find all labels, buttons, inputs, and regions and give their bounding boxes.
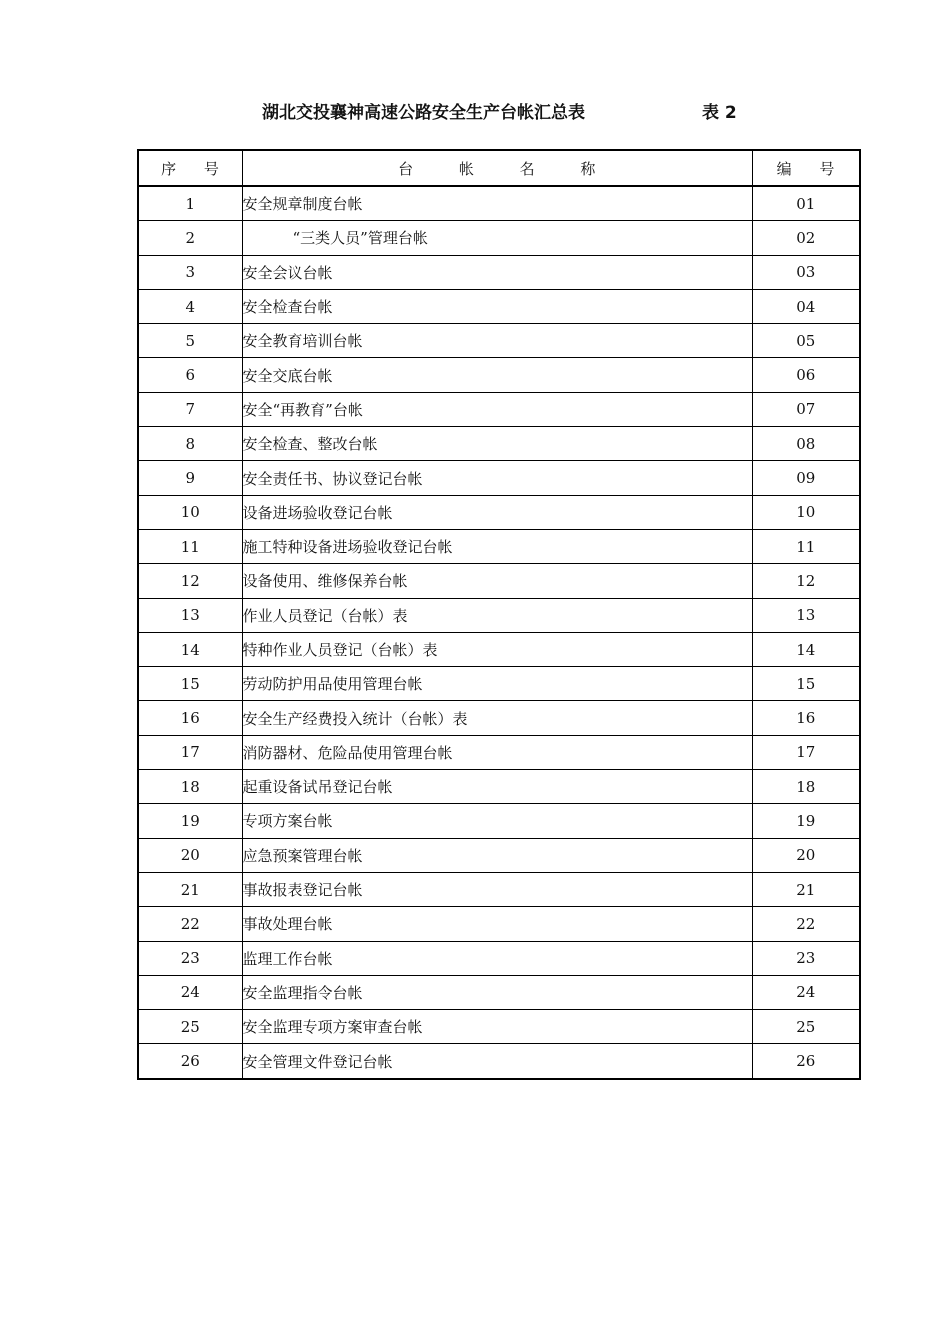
table-row — [138, 804, 860, 838]
row-seq: 21 — [138, 872, 242, 906]
row-seq: 11 — [138, 529, 242, 563]
title-row — [0, 100, 950, 128]
row-seq: 23 — [138, 941, 242, 975]
row-code: 11 — [752, 529, 860, 563]
row-name: 专项方案台帐 — [242, 804, 752, 838]
row-name: 安全交底台帐 — [242, 358, 752, 392]
row-seq: 17 — [138, 735, 242, 769]
row-name: 设备使用、维修保养台帐 — [242, 564, 752, 598]
row-seq: 8 — [138, 427, 242, 461]
row-name: 作业人员登记（台帐）表 — [242, 598, 752, 632]
row-name: 事故报表登记台帐 — [242, 872, 752, 906]
table-row — [138, 358, 860, 392]
row-name: 应急预案管理台帐 — [242, 838, 752, 872]
row-seq: 2 — [138, 221, 242, 255]
table-row — [138, 1044, 860, 1079]
table-row — [138, 701, 860, 735]
row-name: 安全生产经费投入统计（台帐）表 — [242, 701, 752, 735]
row-code: 16 — [752, 701, 860, 735]
table-body — [138, 186, 860, 1079]
row-seq: 6 — [138, 358, 242, 392]
row-seq: 25 — [138, 1010, 242, 1044]
table-row — [138, 872, 860, 906]
row-name: 设备进场验收登记台帐 — [242, 495, 752, 529]
table-row — [138, 392, 860, 426]
row-name: 施工特种设备进场验收登记台帐 — [242, 529, 752, 563]
row-code: 08 — [752, 427, 860, 461]
row-code: 21 — [752, 872, 860, 906]
row-name: 特种作业人员登记（台帐）表 — [242, 632, 752, 666]
row-code: 12 — [752, 564, 860, 598]
header-name: 台 帐 名 称 — [242, 150, 752, 186]
row-code: 04 — [752, 289, 860, 323]
row-code: 17 — [752, 735, 860, 769]
row-code: 09 — [752, 461, 860, 495]
table-row — [138, 667, 860, 701]
table-row — [138, 289, 860, 323]
row-code: 01 — [752, 186, 860, 221]
row-seq: 22 — [138, 907, 242, 941]
row-name: 安全规章制度台帐 — [242, 186, 752, 221]
table-row — [138, 324, 860, 358]
row-code: 18 — [752, 770, 860, 804]
row-name: 安全教育培训台帐 — [242, 324, 752, 358]
row-seq: 20 — [138, 838, 242, 872]
table-row — [138, 461, 860, 495]
row-seq: 7 — [138, 392, 242, 426]
row-seq: 15 — [138, 667, 242, 701]
row-name: 安全会议台帐 — [242, 255, 752, 289]
row-code: 07 — [752, 392, 860, 426]
row-code: 25 — [752, 1010, 860, 1044]
row-code: 05 — [752, 324, 860, 358]
row-seq: 12 — [138, 564, 242, 598]
row-code: 22 — [752, 907, 860, 941]
header-code: 编 号 — [752, 150, 860, 186]
table-row — [138, 598, 860, 632]
row-seq: 10 — [138, 495, 242, 529]
row-code: 26 — [752, 1044, 860, 1079]
row-code: 23 — [752, 941, 860, 975]
table-row — [138, 255, 860, 289]
row-name: 安全检查、整改台帐 — [242, 427, 752, 461]
row-seq: 3 — [138, 255, 242, 289]
row-seq: 5 — [138, 324, 242, 358]
table-row — [138, 529, 860, 563]
table-row — [138, 770, 860, 804]
row-name: 安全监理专项方案审查台帐 — [242, 1010, 752, 1044]
row-code: 10 — [752, 495, 860, 529]
row-name: 起重设备试吊登记台帐 — [242, 770, 752, 804]
row-code: 06 — [752, 358, 860, 392]
table-number: 表 2 — [702, 103, 737, 123]
table-row — [138, 495, 860, 529]
row-code: 19 — [752, 804, 860, 838]
row-name: 安全“再教育”台帐 — [242, 392, 752, 426]
table-row — [138, 838, 860, 872]
row-seq: 13 — [138, 598, 242, 632]
row-code: 15 — [752, 667, 860, 701]
ledger-summary-table — [137, 149, 861, 1080]
row-code: 13 — [752, 598, 860, 632]
table-row — [138, 564, 860, 598]
row-name: “三类人员”管理台帐 — [242, 221, 752, 255]
row-seq: 16 — [138, 701, 242, 735]
row-code: 02 — [752, 221, 860, 255]
header-row — [138, 150, 860, 186]
row-name: 事故处理台帐 — [242, 907, 752, 941]
row-seq: 14 — [138, 632, 242, 666]
table-row — [138, 186, 860, 221]
row-seq: 9 — [138, 461, 242, 495]
row-code: 14 — [752, 632, 860, 666]
row-code: 20 — [752, 838, 860, 872]
table-row — [138, 941, 860, 975]
table-row — [138, 1010, 860, 1044]
row-seq: 26 — [138, 1044, 242, 1079]
row-name: 安全监理指令台帐 — [242, 975, 752, 1009]
row-code: 03 — [752, 255, 860, 289]
row-seq: 24 — [138, 975, 242, 1009]
row-name: 安全责任书、协议登记台帐 — [242, 461, 752, 495]
row-name: 安全检查台帐 — [242, 289, 752, 323]
table-row — [138, 632, 860, 666]
row-seq: 1 — [138, 186, 242, 221]
row-seq: 19 — [138, 804, 242, 838]
row-name: 安全管理文件登记台帐 — [242, 1044, 752, 1079]
table-row — [138, 735, 860, 769]
row-seq: 4 — [138, 289, 242, 323]
table-header — [138, 150, 860, 186]
table-row — [138, 221, 860, 255]
row-name: 消防器材、危险品使用管理台帐 — [242, 735, 752, 769]
table-row — [138, 907, 860, 941]
table-row — [138, 975, 860, 1009]
row-code: 24 — [752, 975, 860, 1009]
header-seq: 序 号 — [138, 150, 242, 186]
row-name: 劳动防护用品使用管理台帐 — [242, 667, 752, 701]
row-name: 监理工作台帐 — [242, 941, 752, 975]
table-row — [138, 427, 860, 461]
row-seq: 18 — [138, 770, 242, 804]
document-title: 湖北交投襄神高速公路安全生产台帐汇总表 — [262, 103, 585, 123]
